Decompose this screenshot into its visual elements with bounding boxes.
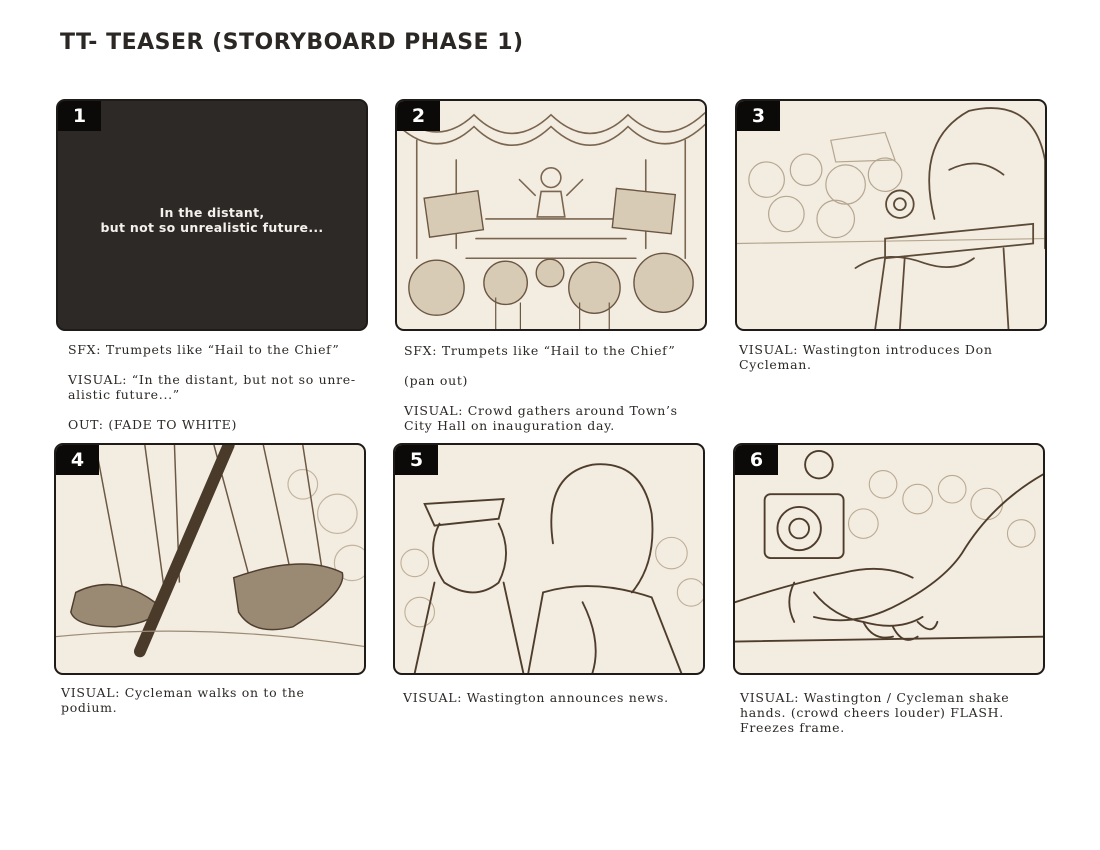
panel-6-caption — [740, 690, 1040, 750]
storyboard-panel-4 — [54, 443, 366, 675]
panel-5-caption — [403, 690, 703, 720]
storyboard-panel-6 — [733, 443, 1045, 675]
storyboard-panel-5 — [393, 443, 705, 675]
panel-number: 4 — [56, 445, 99, 475]
panel-number: 5 — [395, 445, 438, 475]
caption-line: VISUAL: Wastington / Cycleman shake hands. (crowd cheers louder) FLASH. Freezes frame. — [740, 690, 1010, 735]
caption-line: OUT: (FADE TO WHITE) — [68, 417, 238, 432]
sketch-town-hall-crowd — [397, 101, 705, 329]
panel-3-caption — [739, 342, 1039, 387]
panel-number: 2 — [397, 101, 440, 131]
storyboard-panel-3 — [735, 99, 1047, 331]
sketch-cycleman-walking — [56, 445, 364, 673]
storyboard-panel-1 — [56, 99, 368, 331]
caption-line: VISUAL: Wastington introduces Don Cycleman. — [739, 342, 993, 372]
panel-number: 1 — [58, 101, 101, 131]
panel-number: 6 — [735, 445, 778, 475]
sketch-handshake-camera — [735, 445, 1043, 673]
caption-line: (pan out) — [404, 373, 469, 388]
intro-text — [58, 205, 366, 235]
caption-line: SFX: Trumpets like “Hail to the Chief” — [404, 343, 676, 358]
intro-line-1: In the distant, — [159, 205, 265, 220]
caption-line: VISUAL: “In the distant, but not so unre-alistic future...” — [68, 372, 356, 402]
caption-line: VISUAL: Cycleman walks on to the podium. — [61, 685, 305, 715]
caption-line: VISUAL: Crowd gathers around Town’s City Hall on inauguration day. — [404, 403, 678, 433]
panel-1-caption — [68, 342, 368, 447]
caption-line: SFX: Trumpets like “Hail to the Chief” — [68, 342, 340, 357]
panel-4-caption — [61, 685, 361, 730]
panel-2-caption — [404, 343, 704, 448]
caption-line: VISUAL: Wastington announces news. — [403, 690, 669, 705]
panel-number: 3 — [737, 101, 780, 131]
intro-line-2: but not so unrealistic future... — [100, 220, 324, 235]
sketch-wastington-announces — [395, 445, 703, 673]
sketch-wastington-podium — [737, 101, 1045, 329]
storyboard-panel-2 — [395, 99, 707, 331]
page-title: TT- TEASER (STORYBOARD PHASE 1) — [60, 30, 524, 55]
